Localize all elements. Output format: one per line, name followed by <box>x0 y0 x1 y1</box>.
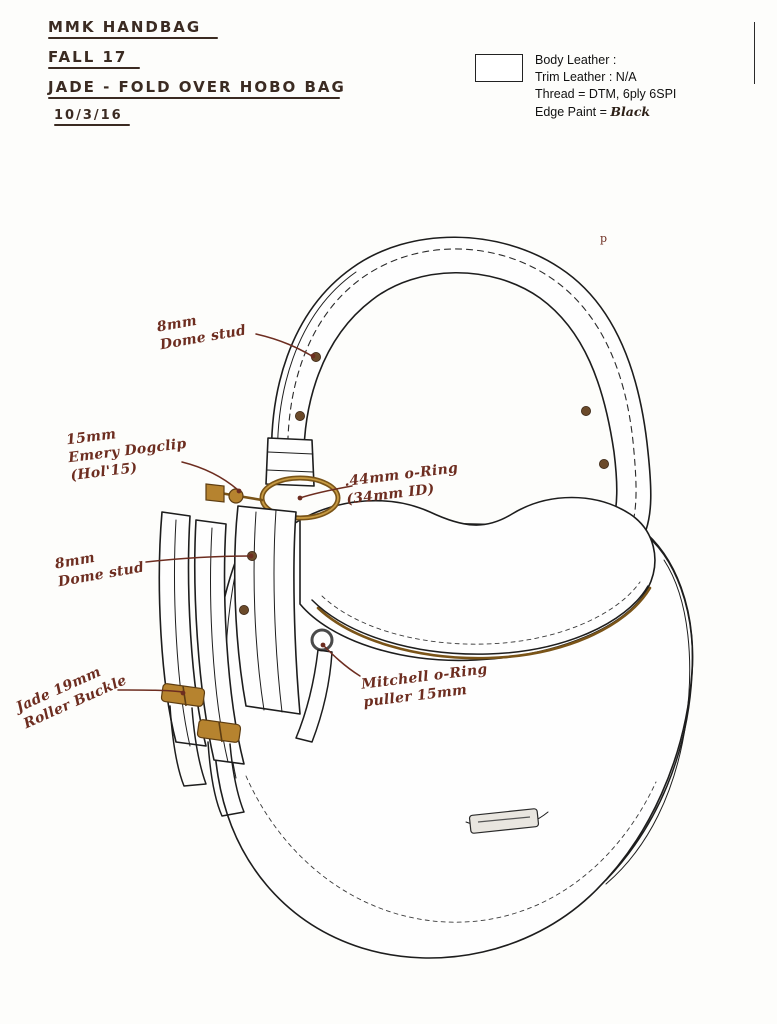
trim-leather-line: Trim Leather : N/A <box>535 70 637 84</box>
body-leather-line: Body Leather : <box>535 53 617 67</box>
season-label: FALL 17 <box>48 48 378 69</box>
thread-line: Thread = DTM, 6ply 6SPI <box>535 87 677 101</box>
dome-stud-keeper-right <box>599 459 608 468</box>
dome-stud-keeper-left <box>295 411 304 420</box>
edge-paint-label: Edge Paint = <box>535 105 611 119</box>
annotation-zip-puller: Mitchell o-Ring puller 15mm <box>360 661 489 711</box>
annotation-dome-stud-mid: 8mm Dome stud <box>53 549 146 591</box>
annotation-roller-buckle: Jade 19mm Roller Buckle <box>13 664 130 733</box>
annotation-dog-clip: 15mm Emery Dogclip (Hol'15) <box>65 426 188 485</box>
annotation-o-ring: .44mm o-Ring (34mm ID) <box>343 460 459 508</box>
edge-paint-value: Black <box>610 104 651 119</box>
date-label: 10/3/16 <box>54 108 378 126</box>
annotation-dome-stud-top: 8mm Dome stud <box>155 312 248 354</box>
dome-stud-panel-lower <box>239 605 248 614</box>
dome-stud-strap-right <box>581 406 590 415</box>
style-name-label: JADE - FOLD OVER HOBO BAG <box>48 78 378 99</box>
page-title: MMK HANDBAG <box>48 18 378 39</box>
stray-mark: p <box>600 232 608 245</box>
